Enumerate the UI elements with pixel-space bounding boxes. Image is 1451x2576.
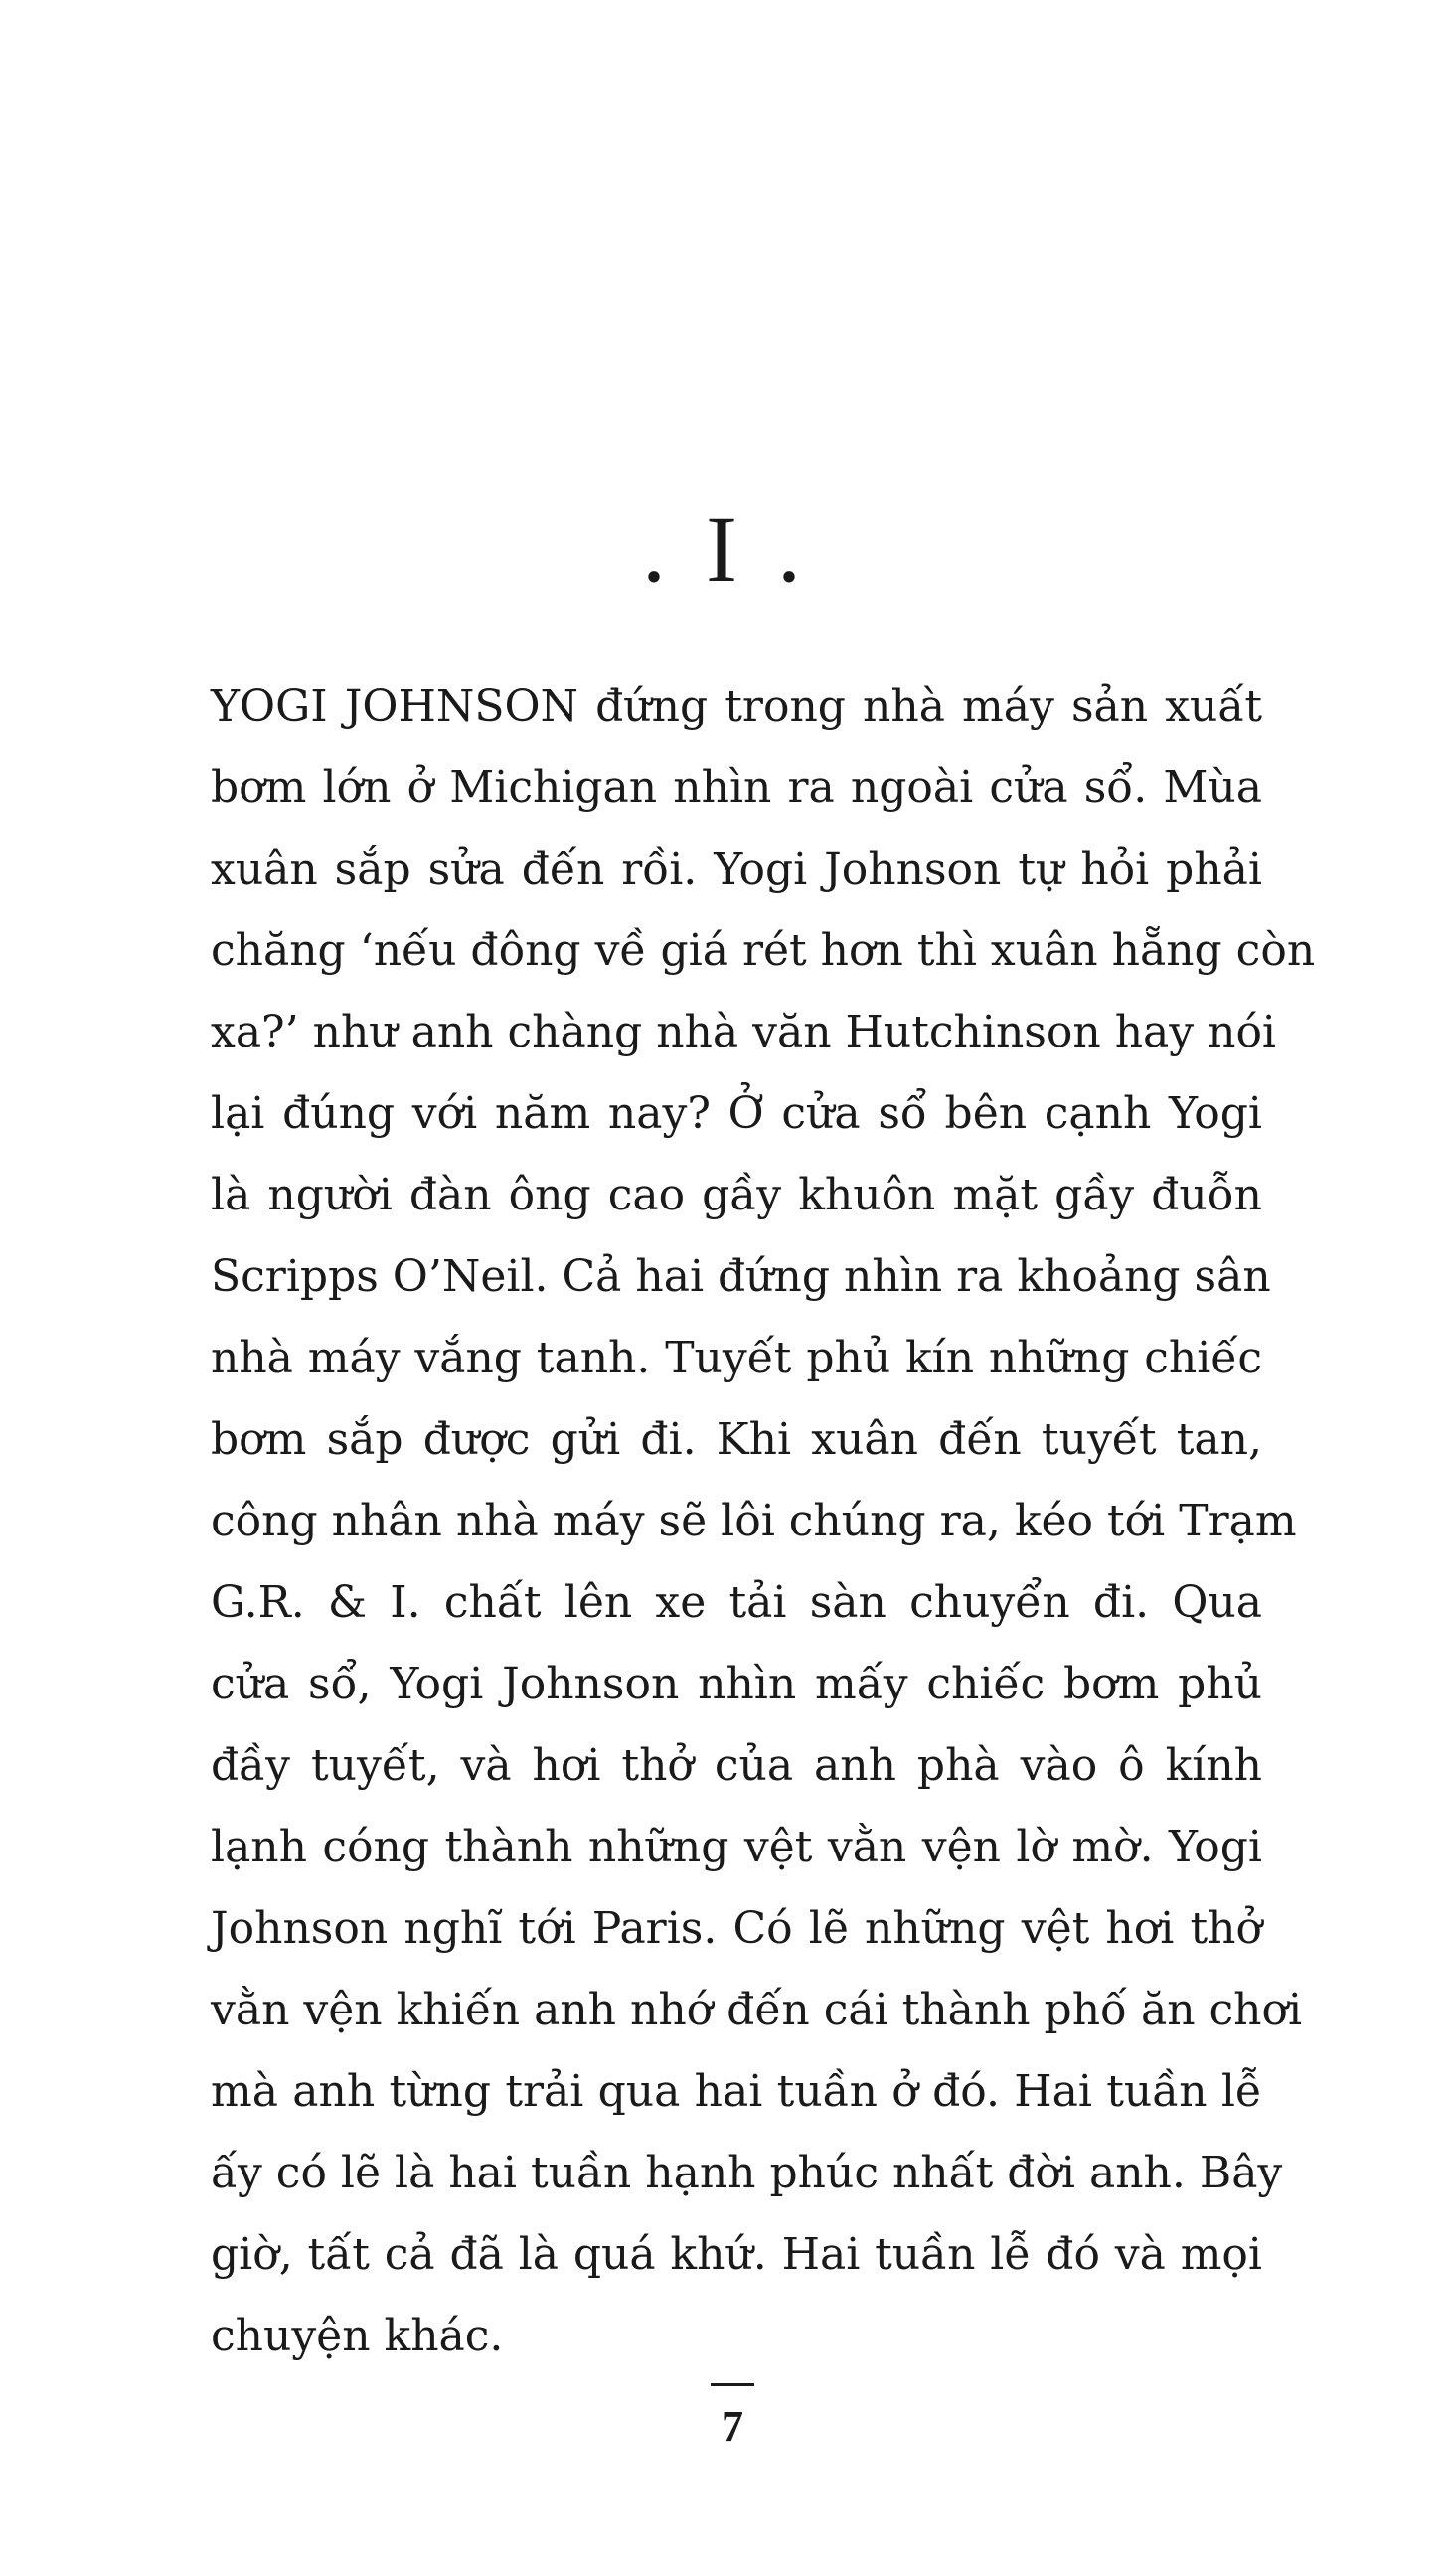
footer-rule bbox=[711, 2383, 754, 2386]
text-line: Johnson nghĩ tới Paris. Có lẽ những vệt hơi thở bbox=[211, 1903, 1262, 1954]
text-line: nhà máy vắng tanh. Tuyết phủ kín những chiếc bbox=[211, 1333, 1262, 1383]
text-line: YOGI JOHNSON đứng trong nhà máy sản xuất bbox=[211, 681, 1262, 731]
page-number: 7 bbox=[722, 2402, 743, 2451]
text-line: xa?’ như anh chàng nhà văn Hutchinson hay nói bbox=[211, 1007, 1277, 1057]
text-line: bơm lớn ở Michigan nhìn ra ngoài cửa sổ. Mùa bbox=[211, 762, 1262, 813]
text-line: G.R. & I. chất lên xe tải sàn chuyển đi. Qua bbox=[211, 1577, 1262, 1628]
text-line: chuyện khác. bbox=[211, 2311, 504, 2361]
text-line: chăng ‘nếu đông về giá rét hơn thì xuân hẵng còn bbox=[211, 925, 1316, 976]
text-line: lại đúng với năm nay? Ở cửa sổ bên cạnh Yogi bbox=[211, 1088, 1262, 1139]
text-line: giờ, tất cả đã là quá khứ. Hai tuần lễ đó và mọi bbox=[211, 2229, 1262, 2280]
chapter-number: . I . bbox=[642, 496, 809, 602]
text-line: xuân sắp sửa đến rồi. Yogi Johnson tự hỏi phải bbox=[211, 844, 1262, 894]
body-paragraph bbox=[211, 666, 1316, 2377]
text-line: lạnh cóng thành những vệt vằn vện lờ mờ. Yogi bbox=[211, 1822, 1262, 1872]
text-line: công nhân nhà máy sẽ lôi chúng ra, kéo tới Trạm bbox=[211, 1496, 1297, 1546]
text-line: vằn vện khiến anh nhớ đến cái thành phố ăn chơi bbox=[211, 1985, 1303, 2035]
text-line: là người đàn ông cao gầy khuôn mặt gầy đuỗn bbox=[211, 1170, 1262, 1220]
text-line: Scripps O’Neil. Cả hai đứng nhìn ra khoảng sân bbox=[211, 1251, 1271, 1302]
text-line: cửa sổ, Yogi Johnson nhìn mấy chiếc bơm phủ bbox=[211, 1659, 1262, 1709]
text-line: ấy có lẽ là hai tuần hạnh phúc nhất đời anh. Bây bbox=[211, 2148, 1283, 2198]
text-line: mà anh từng trải qua hai tuần ở đó. Hai tuần lễ bbox=[211, 2066, 1262, 2117]
text-line: đầy tuyết, và hơi thở của anh phà vào ô kính bbox=[211, 1740, 1262, 1791]
text-line: bơm sắp được gửi đi. Khi xuân đến tuyết tan, bbox=[211, 1414, 1262, 1465]
